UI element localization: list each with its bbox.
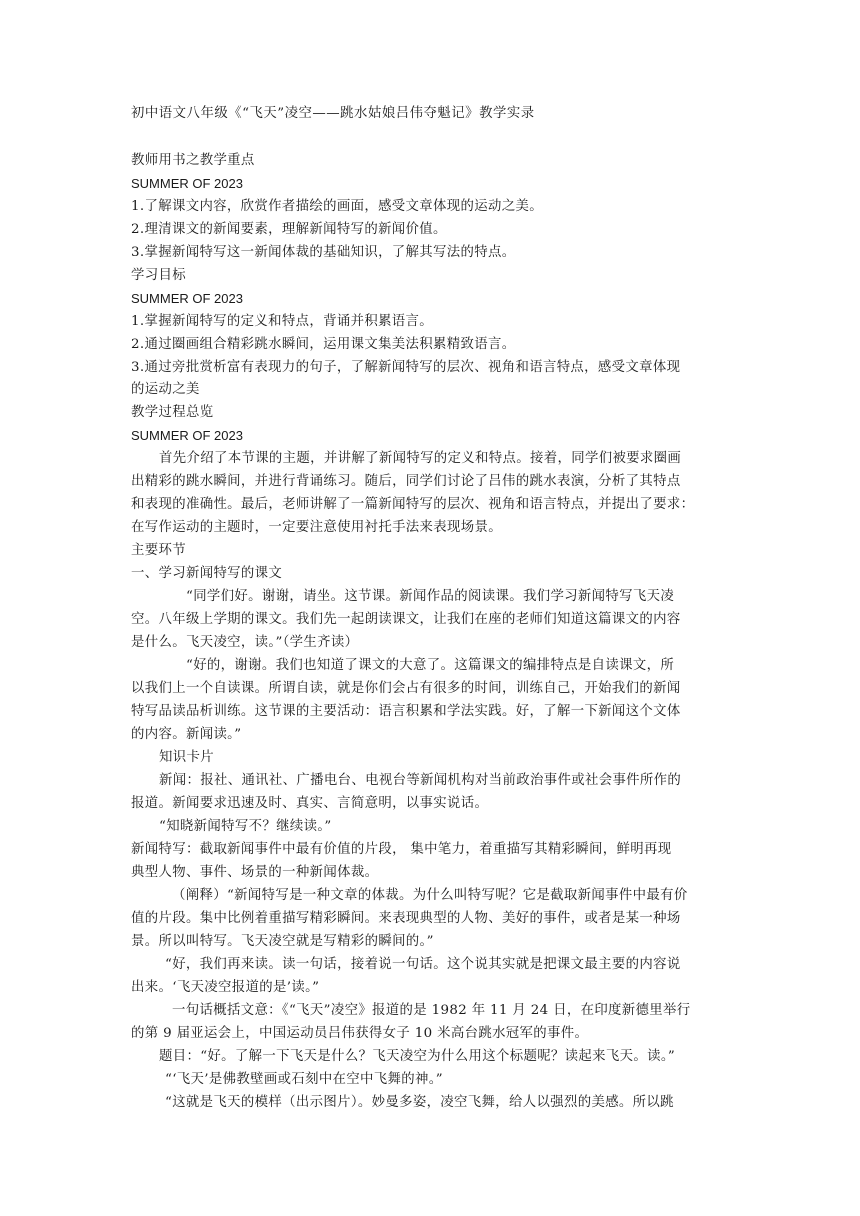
paragraph-line: （阐释）“新闻特写是一种文章的体裁。为什么叫特写呢？它是截取新闻事件中最有价 — [172, 888, 688, 903]
paragraph-line: 值的片段。集中比例着重描写精彩瞬间。来表现典型的人物、美好的事件，或者是某一种场 — [131, 911, 681, 926]
quote-line: “‘飞天’是佛教壁画或石刻中在空中飞舞的神。” — [165, 1072, 443, 1087]
summer-label: SUMMER OF 2023 — [131, 176, 243, 191]
list-item: 2.通过圈画组合精彩跳水瞬间，运用课文集美法积累精致语言。 — [131, 337, 516, 352]
list-item: 1.掌握新闻特写的定义和特点，背诵并积累语言。 — [131, 314, 434, 329]
paragraph-line: “好的，谢谢。我们也知道了课文的大意了。这篇课文的编排特点是自读课文，所 — [186, 658, 675, 673]
list-item-continued: 的运动之美 — [131, 382, 200, 397]
paragraph-line: 新闻特写：截取新闻事件中最有价值的片段， 集中笔力，着重描写其精彩瞬间，鲜明再现 — [131, 842, 672, 857]
paragraph-line: 首先介绍了本节课的主题，并讲解了新闻特写的定义和特点。接着，同学们被要求圈画 — [159, 451, 682, 466]
paragraph-line: 出来。‘飞天凌空报道的是’读。” — [131, 980, 320, 995]
subsection-heading: 一、学习新闻特写的课文 — [131, 566, 283, 581]
paragraph-line: 的内容。新闻读。” — [131, 727, 242, 742]
paragraph-line: 新闻：报社、通讯社、广播电台、电视台等新闻机构对当前政治事件或社会事件所作的 — [159, 773, 682, 788]
summer-label: SUMMER OF 2023 — [131, 291, 243, 306]
paragraph-line: 题目：“好。了解一下飞天是什么？飞天凌空为什么用这个标题呢？读起来飞天。读。” — [159, 1049, 676, 1064]
paragraph-line: “同学们好。谢谢，请坐。这节课。新闻作品的阅读课。我们学习新闻特写飞天凌 — [186, 589, 675, 604]
paragraph-line: 是什么。飞天凌空，读。”（学生齐读） — [131, 635, 359, 650]
section-heading: 学习目标 — [131, 268, 186, 283]
paragraph-line: 报道。新闻要求迅速及时、真实、言简意明，以事实说话。 — [131, 796, 489, 811]
section-heading: 教师用书之教学重点 — [131, 153, 255, 168]
paragraph-line: 和表现的准确性。最后，老师讲解了一篇新闻特写的层次、视角和语言特点，并提出了要求： — [131, 497, 695, 512]
paragraph-line: 空。八年级上学期的课文。我们先一起朗读课文，让我们在座的老师们知道这篇课文的内容 — [131, 612, 681, 627]
section-heading: 教学过程总览 — [131, 405, 214, 420]
paragraph-line: 以我们上一个自读课。所谓自读，就是你们会占有很多的时间，训练自己，开始我们的新闻 — [131, 681, 681, 696]
paragraph-line: 的第 9 届亚运会上，中国运动员吕伟获得女子 10 米高台跳水冠军的事件。 — [131, 1026, 589, 1041]
summer-label: SUMMER OF 2023 — [131, 428, 243, 443]
section-heading: 主要环节 — [131, 543, 186, 558]
list-item: 3.通过旁批赏析富有表现力的句子，了解新闻特写的层次、视角和语言特点，感受文章体现 — [131, 360, 681, 375]
paragraph-line: 特写品读品析训练。这节课的主要活动：语言积累和学法实践。好，了解一下新闻这个文体 — [131, 704, 681, 719]
quote-line: “知晓新闻特写不？继续读。” — [159, 819, 332, 834]
list-item: 1.了解课文内容，欣赏作者描绘的画面，感受文章体现的运动之美。 — [131, 199, 543, 214]
paragraph-line: 出精彩的跳水瞬间，并进行背诵练习。随后，同学们讨论了吕伟的跳水表演，分析了其特点 — [131, 474, 681, 489]
paragraph-line: “好，我们再来读。读一句话，接着说一句话。这个说其实就是把课文最主要的内容说 — [165, 957, 681, 972]
list-item: 2.理清课文的新闻要素，理解新闻特写的新闻价值。 — [131, 222, 447, 237]
list-item: 3.掌握新闻特写这一新闻体裁的基础知识，了解其写法的特点。 — [131, 245, 516, 260]
paragraph-line: 典型人物、事件、场景的一种新闻体裁。 — [131, 865, 379, 880]
paragraph-line: 景。所以叫特写。飞天凌空就是写精彩的瞬间的。” — [131, 934, 434, 949]
paragraph-line: 在写作运动的主题时，一定要注意使用衬托手法来表现场景。 — [131, 520, 502, 535]
paragraph-line: “这就是飞天的模样（出示图片）。妙曼多姿，凌空飞舞，给人以强烈的美感。所以跳 — [165, 1095, 674, 1110]
knowledge-card-label: 知识卡片 — [159, 750, 214, 765]
paragraph-line: 一句话概括文意：《“飞天”凌空》报道的是 1982 年 11 月 24 日，在印度新德里举行 — [172, 1003, 691, 1018]
document-title: 初中语文八年级《“飞天”凌空——跳水姑娘吕伟夺魁记》教学实录 — [131, 106, 535, 121]
